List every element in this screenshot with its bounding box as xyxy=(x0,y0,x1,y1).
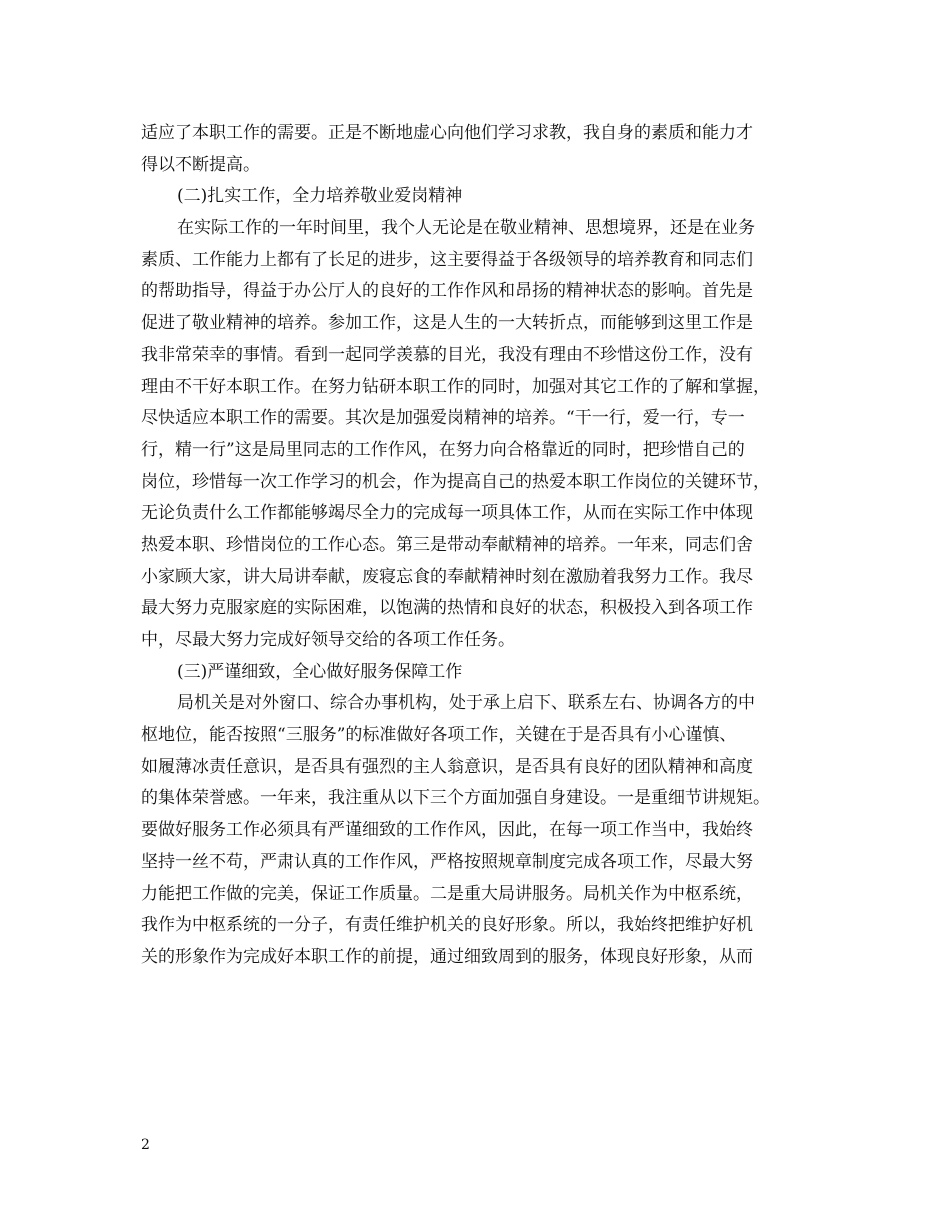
text-line: 力能把工作做的完美，保证工作质量。二是重大局讲服务。局机关作为中枢系统， xyxy=(141,883,753,904)
text-line: 关的形象作为完成好本职工作的前提，通过细致周到的服务，体现良好形象，从而 xyxy=(141,946,753,967)
text-line: 如履薄冰责任意识，是否具有强烈的主人翁意识，是否具有良好的团队精神和高度 xyxy=(141,756,753,777)
text-line: 岗位，珍惜每一次工作学习的机会，作为提高自己的热爱本职工作岗位的关键环节， xyxy=(141,471,770,492)
page-number: 2 xyxy=(141,1137,150,1153)
text-line: 理由不干好本职工作。在努力钻研本职工作的同时，加强对其它工作的了解和掌握， xyxy=(141,376,770,397)
text-line: 的帮助指导，得益于办公厅人的良好的工作作风和昂扬的精神状态的影响。首先是 xyxy=(141,281,753,302)
text-line: 中，尽最大努力完成好领导交给的各项工作任务。 xyxy=(141,630,515,650)
text-line: 素质、工作能力上都有了长足的进步，这主要得益于各级领导的培养教育和同志们 xyxy=(141,249,753,270)
text-line: 小家顾大家，讲大局讲奉献，废寝忘食的奉献精神时刻在激励着我努力工作。我尽 xyxy=(141,566,753,587)
text-line: 适应了本职工作的需要。正是不断地虚心向他们学习求教，我自身的素质和能力才 xyxy=(141,123,753,143)
text-line: 最大努力克服家庭的实际困难，以饱满的热情和良好的状态，积极投入到各项工作 xyxy=(141,598,753,619)
text-line: 局机关是对外窗口、综合办事机构，处于承上启下、联系左右、协调各方的中 xyxy=(177,693,755,714)
text-line: 我作为中枢系统的一分子，有责任维护机关的良好形象。所以，我始终把维护好机 xyxy=(141,915,753,936)
text-line: 行，精一行”这是局里同志的工作作风，在努力向合格靠近的同时，把珍惜自己的 xyxy=(141,439,745,460)
text-line: 坚持一丝不苟，严肃认真的工作作风，严格按照规章制度完成各项工作，尽最大努 xyxy=(141,851,753,872)
text-line: 枢地位，能否按照“三服务”的标准做好各项工作，关键在于是否具有小心谨慎、 xyxy=(141,725,737,746)
text-line: (三)严谨细致，全心做好服务保障工作 xyxy=(177,661,463,682)
text-line: 尽快适应本职工作的需要。其次是加强爱岗精神的培养。“干一行，爱一行，专一 xyxy=(141,408,745,429)
text-line: 的集体荣誉感。一年来，我注重从以下三个方面加强自身建设。一是重细节讲规矩。 xyxy=(141,788,770,809)
text-line: (二)扎实工作，全力培养敬业爱岗精神 xyxy=(177,186,463,207)
text-line: 促进了敬业精神的培养。参加工作，这是人生的一大转折点，而能够到这里工作是 xyxy=(141,313,753,334)
text-line: 在实际工作的一年时间里，我个人无论是在敬业精神、思想境界，还是在业务 xyxy=(177,218,755,239)
text-line: 得以不断提高。 xyxy=(141,154,260,175)
text-line: 我非常荣幸的事情。看到一起同学羡慕的目光，我没有理由不珍惜这份工作，没有 xyxy=(141,344,753,365)
text-line: 要做好服务工作必须具有严谨细致的工作作风，因此，在每一项工作当中，我始终 xyxy=(141,820,753,841)
text-line: 热爱本职、珍惜岗位的工作心态。第三是带动奉献精神的培养。一年来，同志们舍 xyxy=(141,534,753,555)
text-line: 无论负责什么工作都能够竭尽全力的完成每一项具体工作，从而在实际工作中体现 xyxy=(141,503,753,524)
body-text xyxy=(141,118,813,974)
